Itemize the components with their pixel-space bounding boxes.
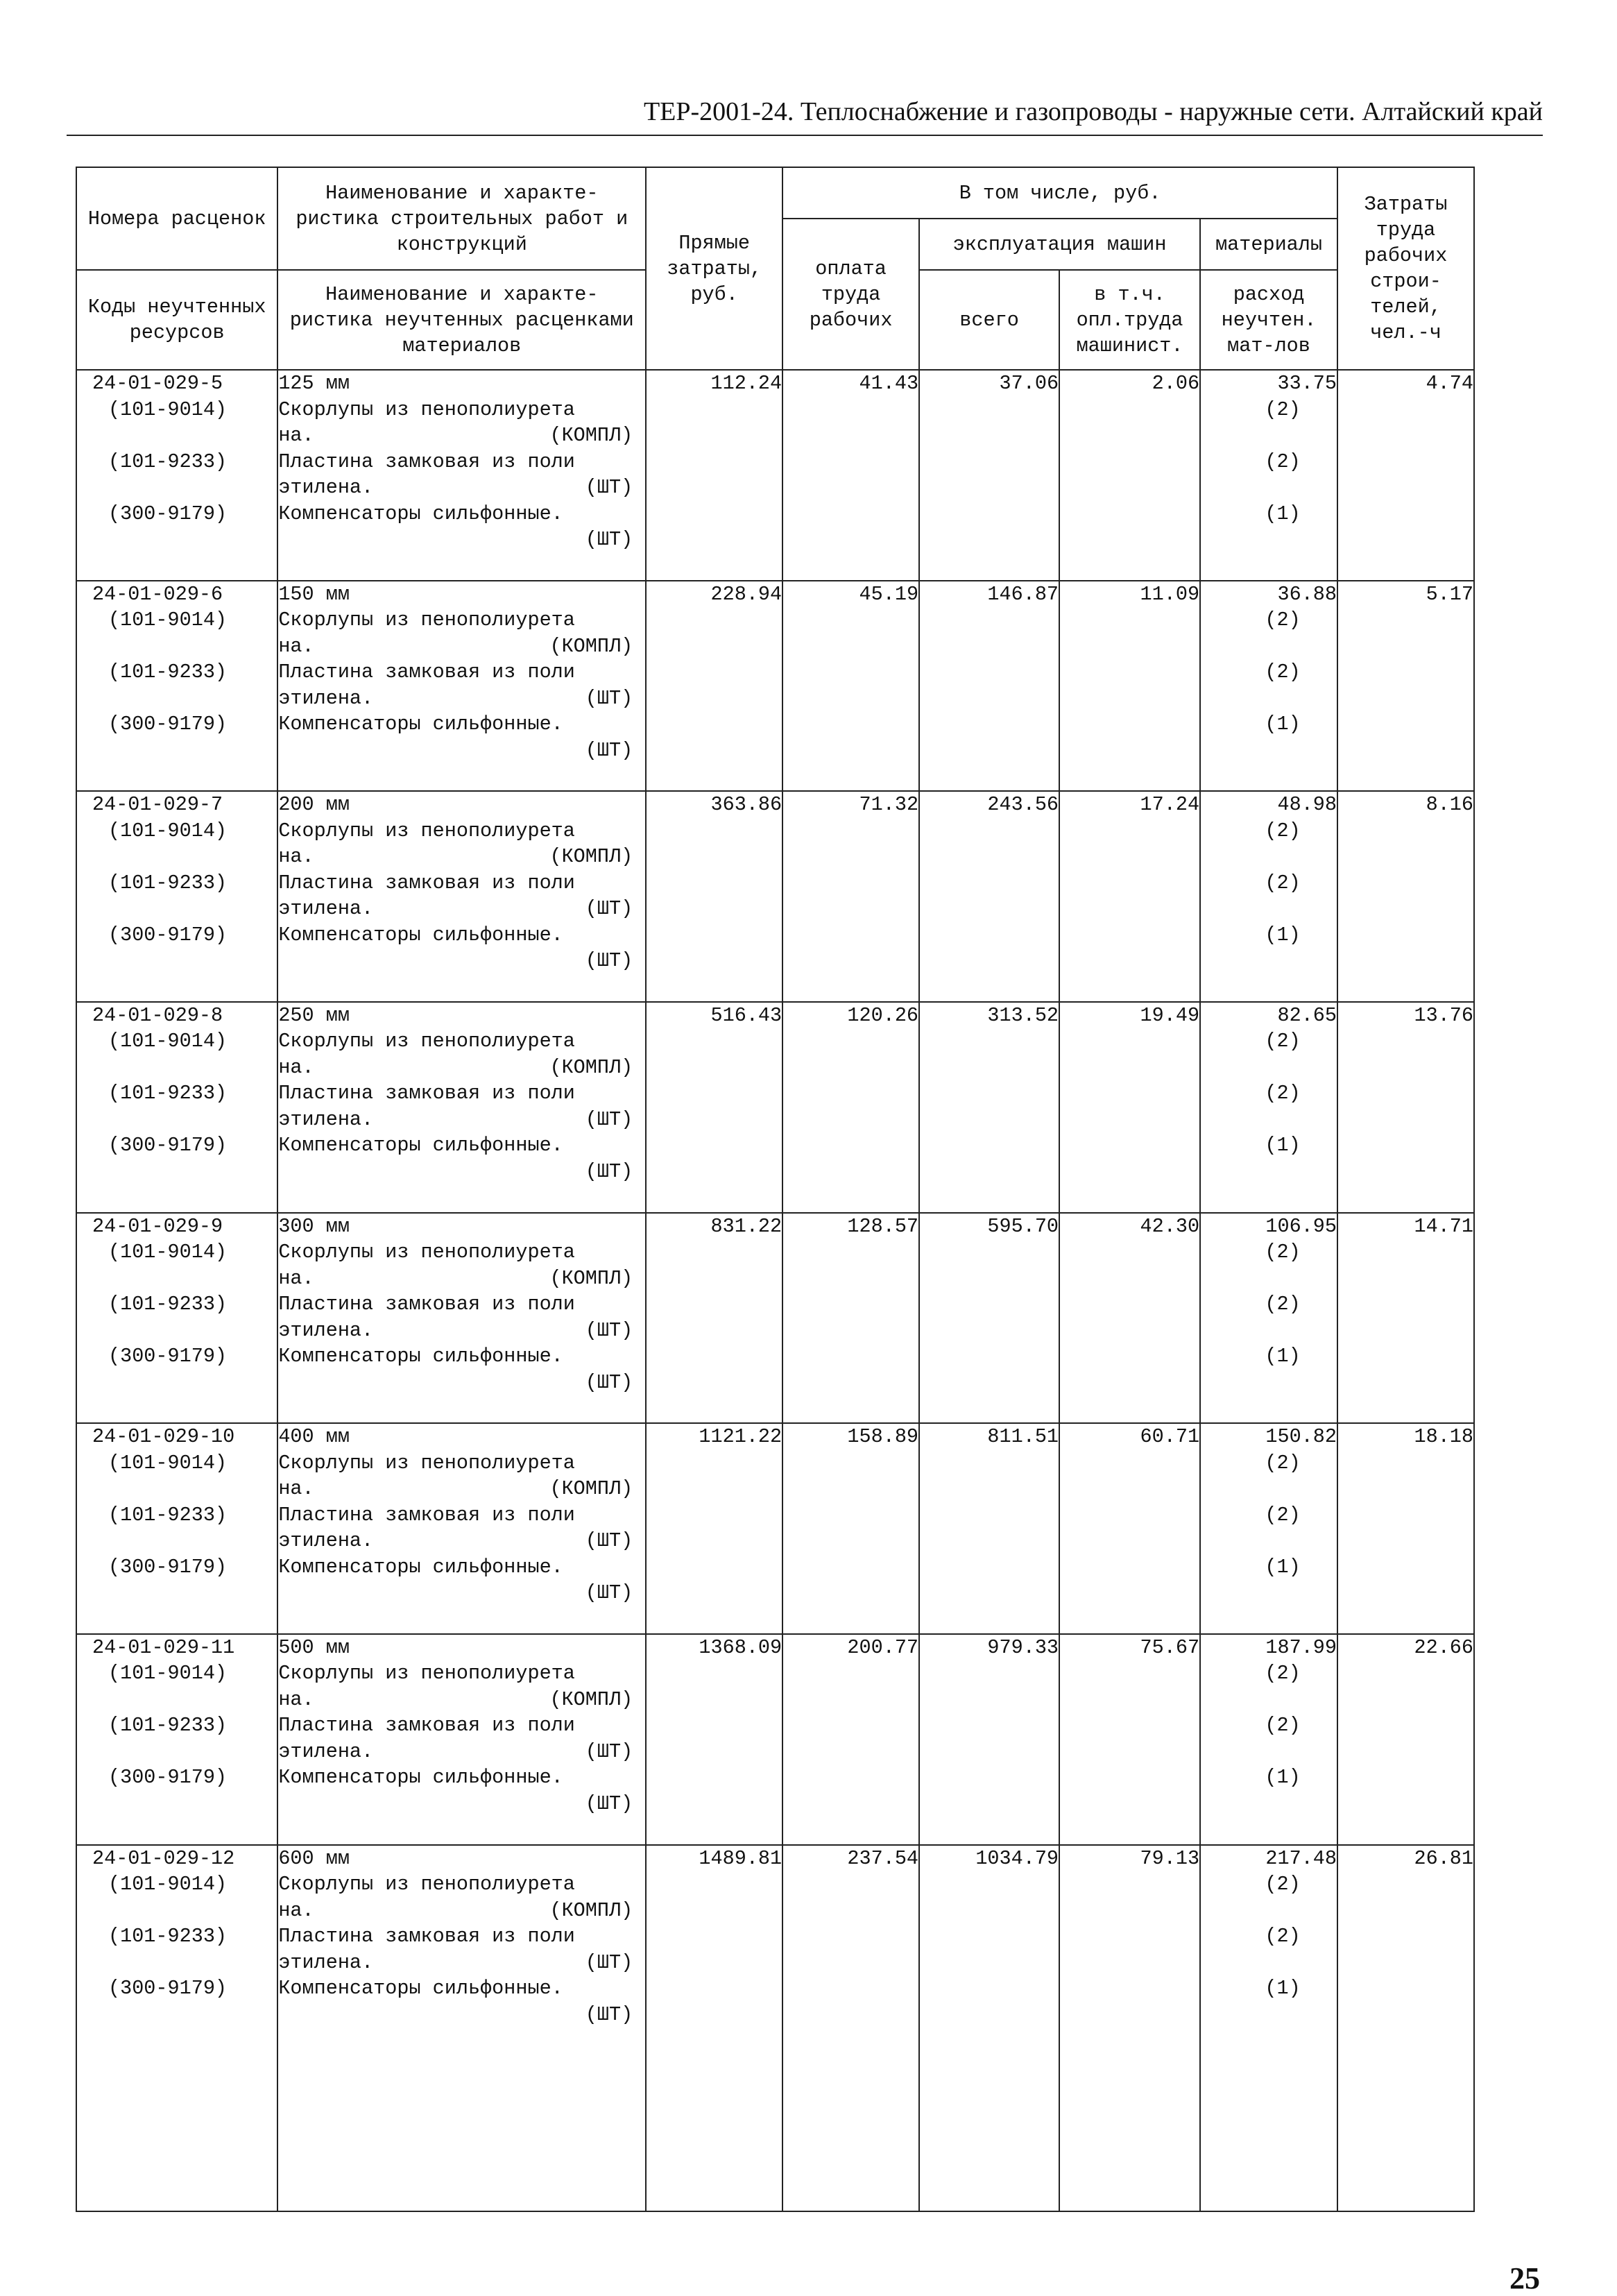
work-description-cell xyxy=(277,1213,646,1424)
resource-qty: (2) xyxy=(1265,819,1301,842)
resource-name: Скорлупы из пенополиурета xyxy=(278,1030,575,1053)
resource-qty: (1) xyxy=(1265,1977,1301,2000)
resource-name-cont: этилена. xyxy=(278,1107,374,1131)
machinist-pay-value: 19.49 xyxy=(1059,1002,1200,1213)
rates-table xyxy=(76,167,1475,2212)
resource-name-cont: на. xyxy=(278,845,314,869)
machine-total-value: 595.70 xyxy=(919,1213,1059,1424)
table-row xyxy=(76,370,1474,581)
resource-unit: (КОМПЛ) xyxy=(549,1266,633,1290)
resource-code: (101-9233) xyxy=(108,661,228,684)
resource-name: Пластина замковая из поли xyxy=(278,1082,575,1105)
resource-name-cont: этилена. xyxy=(278,1318,374,1342)
materials-cell xyxy=(1200,1002,1337,1213)
materials-value: 217.48 xyxy=(1265,1846,1337,1870)
direct-costs-value: 1489.81 xyxy=(646,1845,782,2211)
resource-unit: (ШТ) xyxy=(585,1107,633,1131)
col-materials-unaccounted: расход неучтен. мат-лов xyxy=(1200,270,1337,370)
machinist-pay-value: 79.13 xyxy=(1059,1845,1200,2211)
col-machine-operation: эксплуатация машин xyxy=(919,219,1200,270)
table-row xyxy=(76,1002,1474,1213)
resource-qty: (2) xyxy=(1265,1293,1301,1316)
resource-qty: (2) xyxy=(1265,1082,1301,1105)
rate-code: 24-01-029-5 xyxy=(92,372,223,395)
resource-unit: (КОМПЛ) xyxy=(549,634,633,658)
table-header xyxy=(76,167,1474,370)
pipe-diameter: 200 мм xyxy=(278,793,350,817)
pipe-diameter: 125 мм xyxy=(278,372,350,395)
resource-qty: (2) xyxy=(1265,1925,1301,1948)
resource-qty: (2) xyxy=(1265,450,1301,473)
resource-name: Скорлупы из пенополиурета xyxy=(278,819,575,842)
resource-qty: (2) xyxy=(1265,1662,1301,1685)
resource-name: Компенсаторы сильфонные. xyxy=(278,1766,563,1789)
worker-pay-value: 120.26 xyxy=(782,1002,919,1213)
resource-unit: (ШТ) xyxy=(585,2002,633,2026)
resource-code: (101-9014) xyxy=(108,1241,228,1264)
pipe-diameter: 600 мм xyxy=(278,1846,350,1870)
resource-name-cont: этилена. xyxy=(278,686,374,710)
resource-unit: (ШТ) xyxy=(585,1529,633,1553)
machinist-pay-value: 75.67 xyxy=(1059,1634,1200,1845)
resource-code: (101-9233) xyxy=(108,1714,228,1737)
resource-name: Пластина замковая из поли xyxy=(278,871,575,894)
resource-name-cont: на. xyxy=(278,634,314,658)
worker-pay-value: 41.43 xyxy=(782,370,919,581)
direct-costs-value: 228.94 xyxy=(646,581,782,792)
materials-value: 33.75 xyxy=(1277,372,1337,395)
rate-code: 24-01-029-10 xyxy=(92,1425,235,1449)
direct-costs-value: 112.24 xyxy=(646,370,782,581)
resource-code: (101-9014) xyxy=(108,1030,228,1053)
direct-costs-value: 516.43 xyxy=(646,1002,782,1213)
col-name-bottom: Наименование и характе- ристика неучтенных расценками материалов xyxy=(277,270,646,370)
rate-codes-cell xyxy=(76,1423,277,1634)
labor-value: 14.71 xyxy=(1337,1213,1474,1424)
resource-qty: (1) xyxy=(1265,923,1301,946)
resource-code: (101-9233) xyxy=(108,1082,228,1105)
materials-cell xyxy=(1200,1845,1337,2211)
rate-codes-cell xyxy=(76,1634,277,1845)
page-number: 25 xyxy=(1509,2261,1540,2295)
resource-name-cont: этилена. xyxy=(278,1740,374,1763)
resource-unit: (ШТ) xyxy=(585,949,633,973)
materials-cell xyxy=(1200,1213,1337,1424)
work-description-cell xyxy=(277,1634,646,1845)
document-title: ТЕР-2001-24. Теплоснабжение и газопроводы - наружные сети. Алтайский край xyxy=(643,97,1543,126)
materials-cell xyxy=(1200,1634,1337,1845)
work-description-cell xyxy=(277,1423,646,1634)
worker-pay-value: 128.57 xyxy=(782,1213,919,1424)
resource-qty: (1) xyxy=(1265,1134,1301,1157)
rate-codes-cell xyxy=(76,1845,277,2211)
resource-qty: (2) xyxy=(1265,398,1301,421)
resource-qty: (1) xyxy=(1265,1345,1301,1368)
resource-code: (101-9014) xyxy=(108,609,228,632)
rate-codes-cell xyxy=(76,1213,277,1424)
col-resource-codes: Коды неучтенных ресурсов xyxy=(76,270,277,370)
col-machine-total: всего xyxy=(919,270,1059,370)
materials-value: 187.99 xyxy=(1265,1635,1337,1659)
worker-pay-value: 71.32 xyxy=(782,791,919,1002)
labor-value: 5.17 xyxy=(1337,581,1474,792)
table-row xyxy=(76,1845,1474,2211)
machinist-pay-value: 11.09 xyxy=(1059,581,1200,792)
resource-name-cont: на. xyxy=(278,1477,314,1501)
pipe-diameter: 250 мм xyxy=(278,1003,350,1027)
machinist-pay-value: 60.71 xyxy=(1059,1423,1200,1634)
pipe-diameter: 300 мм xyxy=(278,1214,350,1238)
resource-code: (101-9233) xyxy=(108,450,228,473)
pipe-diameter: 400 мм xyxy=(278,1425,350,1449)
resource-qty: (2) xyxy=(1265,1714,1301,1737)
work-description-cell xyxy=(277,1002,646,1213)
materials-cell xyxy=(1200,791,1337,1002)
resource-name-cont: на. xyxy=(278,1687,314,1711)
resource-unit: (КОМПЛ) xyxy=(549,1055,633,1079)
resource-unit: (КОМПЛ) xyxy=(549,1687,633,1711)
col-machinist-pay: в т.ч. опл.труда машинист. xyxy=(1059,270,1200,370)
resource-qty: (2) xyxy=(1265,1030,1301,1053)
rate-code: 24-01-029-8 xyxy=(92,1003,223,1027)
resource-code: (300-9179) xyxy=(108,502,228,525)
resource-name: Компенсаторы сильфонные. xyxy=(278,1134,563,1157)
resource-code: (101-9014) xyxy=(108,1873,228,1896)
resource-code: (300-9179) xyxy=(108,1766,228,1789)
resource-unit: (ШТ) xyxy=(585,1581,633,1605)
resource-unit: (КОМПЛ) xyxy=(549,424,633,447)
resource-name-cont: на. xyxy=(278,1055,314,1079)
resource-unit: (ШТ) xyxy=(585,528,633,551)
resource-qty: (2) xyxy=(1265,1241,1301,1264)
resource-qty: (2) xyxy=(1265,1873,1301,1896)
resource-name-cont: этилена. xyxy=(278,476,374,499)
resource-name: Скорлупы из пенополиурета xyxy=(278,1662,575,1685)
resource-code: (101-9014) xyxy=(108,819,228,842)
resource-code: (300-9179) xyxy=(108,1555,228,1579)
resource-name: Компенсаторы сильфонные. xyxy=(278,713,563,736)
col-including: В том числе, руб. xyxy=(782,167,1337,219)
resource-name-cont: этилена. xyxy=(278,897,374,921)
rate-code: 24-01-029-11 xyxy=(92,1635,235,1659)
labor-value: 18.18 xyxy=(1337,1423,1474,1634)
resource-name: Скорлупы из пенополиурета xyxy=(278,398,575,421)
materials-cell xyxy=(1200,1423,1337,1634)
worker-pay-value: 237.54 xyxy=(782,1845,919,2211)
table-row xyxy=(76,581,1474,792)
materials-cell xyxy=(1200,581,1337,792)
col-rate-numbers: Номера расценок xyxy=(76,167,277,270)
resource-unit: (ШТ) xyxy=(585,686,633,710)
resource-qty: (1) xyxy=(1265,502,1301,525)
col-materials: материалы xyxy=(1200,219,1337,270)
materials-value: 106.95 xyxy=(1265,1214,1337,1238)
resource-qty: (1) xyxy=(1265,1766,1301,1789)
resource-unit: (ШТ) xyxy=(585,738,633,762)
col-name-top: Наименование и характе- ристика строительных работ и конструкций xyxy=(277,167,646,270)
resource-name: Скорлупы из пенополиурета xyxy=(278,1241,575,1264)
machine-total-value: 313.52 xyxy=(919,1002,1059,1213)
pipe-diameter: 150 мм xyxy=(278,582,350,606)
col-labor: Затраты труда рабочих строи- телей, чел.-ч xyxy=(1337,167,1474,370)
resource-name: Компенсаторы сильфонные. xyxy=(278,1345,563,1368)
materials-value: 150.82 xyxy=(1265,1425,1337,1449)
table-row xyxy=(76,1213,1474,1424)
resource-code: (101-9014) xyxy=(108,1451,228,1474)
resource-code: (101-9233) xyxy=(108,1503,228,1527)
resource-code: (300-9179) xyxy=(108,1134,228,1157)
resource-unit: (КОМПЛ) xyxy=(549,845,633,869)
work-description-cell xyxy=(277,370,646,581)
resource-unit: (ШТ) xyxy=(585,1792,633,1815)
resource-unit: (КОМПЛ) xyxy=(549,1477,633,1501)
labor-value: 26.81 xyxy=(1337,1845,1474,2211)
labor-value: 4.74 xyxy=(1337,370,1474,581)
rate-codes-cell xyxy=(76,581,277,792)
resource-unit: (ШТ) xyxy=(585,476,633,499)
resource-code: (101-9233) xyxy=(108,1293,228,1316)
resource-name-cont: этилена. xyxy=(278,1950,374,1974)
resource-qty: (1) xyxy=(1265,1555,1301,1579)
resource-qty: (1) xyxy=(1265,713,1301,736)
resource-code: (101-9014) xyxy=(108,1662,228,1685)
direct-costs-value: 1368.09 xyxy=(646,1634,782,1845)
rate-code: 24-01-029-12 xyxy=(92,1846,235,1870)
resource-name: Скорлупы из пенополиурета xyxy=(278,1451,575,1474)
col-direct-costs: Прямые затраты, руб. xyxy=(646,167,782,370)
rate-code: 24-01-029-6 xyxy=(92,582,223,606)
labor-value: 8.16 xyxy=(1337,791,1474,1002)
resource-unit: (ШТ) xyxy=(585,1950,633,1974)
resource-name: Пластина замковая из поли xyxy=(278,1714,575,1737)
worker-pay-value: 200.77 xyxy=(782,1634,919,1845)
worker-pay-value: 158.89 xyxy=(782,1423,919,1634)
rate-codes-cell xyxy=(76,791,277,1002)
machine-total-value: 243.56 xyxy=(919,791,1059,1002)
resource-name: Скорлупы из пенополиурета xyxy=(278,1873,575,1896)
machine-total-value: 979.33 xyxy=(919,1634,1059,1845)
resource-name: Скорлупы из пенополиурета xyxy=(278,609,575,632)
resource-name-cont: на. xyxy=(278,424,314,447)
table-row xyxy=(76,1634,1474,1845)
resource-unit: (ШТ) xyxy=(585,1740,633,1763)
col-worker-pay: оплата труда рабочих xyxy=(782,219,919,370)
resource-name: Компенсаторы сильфонные. xyxy=(278,1555,563,1579)
materials-cell xyxy=(1200,370,1337,581)
resource-name: Пластина замковая из поли xyxy=(278,1503,575,1527)
rate-codes-cell xyxy=(76,370,277,581)
resource-name: Пластина замковая из поли xyxy=(278,1293,575,1316)
resource-code: (300-9179) xyxy=(108,1977,228,2000)
machinist-pay-value: 42.30 xyxy=(1059,1213,1200,1424)
table-body xyxy=(76,370,1474,2211)
resource-code: (101-9233) xyxy=(108,871,228,894)
resource-unit: (ШТ) xyxy=(585,1370,633,1394)
materials-value: 36.88 xyxy=(1277,582,1337,606)
resource-qty: (2) xyxy=(1265,609,1301,632)
resource-qty: (2) xyxy=(1265,1503,1301,1527)
resource-name: Компенсаторы сильфонные. xyxy=(278,1977,563,2000)
resource-name: Пластина замковая из поли xyxy=(278,1925,575,1948)
resource-code: (101-9233) xyxy=(108,1925,228,1948)
resource-code: (300-9179) xyxy=(108,713,228,736)
machine-total-value: 37.06 xyxy=(919,370,1059,581)
direct-costs-value: 1121.22 xyxy=(646,1423,782,1634)
resource-name-cont: этилена. xyxy=(278,1529,374,1553)
resource-unit: (ШТ) xyxy=(585,1318,633,1342)
machine-total-value: 811.51 xyxy=(919,1423,1059,1634)
worker-pay-value: 45.19 xyxy=(782,581,919,792)
resource-name: Пластина замковая из поли xyxy=(278,661,575,684)
resource-unit: (ШТ) xyxy=(585,1159,633,1183)
pipe-diameter: 500 мм xyxy=(278,1635,350,1659)
resource-name: Компенсаторы сильфонные. xyxy=(278,923,563,946)
resource-name-cont: на. xyxy=(278,1266,314,1290)
direct-costs-value: 831.22 xyxy=(646,1213,782,1424)
direct-costs-value: 363.86 xyxy=(646,791,782,1002)
resource-qty: (2) xyxy=(1265,1451,1301,1474)
resource-name-cont: на. xyxy=(278,1898,314,1922)
rate-code: 24-01-029-9 xyxy=(92,1214,223,1238)
table-row xyxy=(76,791,1474,1002)
resource-code: (300-9179) xyxy=(108,1345,228,1368)
materials-value: 82.65 xyxy=(1277,1003,1337,1027)
work-description-cell xyxy=(277,581,646,792)
materials-value: 48.98 xyxy=(1277,793,1337,817)
resource-unit: (ШТ) xyxy=(585,897,633,921)
page-header xyxy=(67,94,1543,136)
resource-name: Компенсаторы сильфонные. xyxy=(278,502,563,525)
labor-value: 13.76 xyxy=(1337,1002,1474,1213)
machine-total-value: 1034.79 xyxy=(919,1845,1059,2211)
rate-code: 24-01-029-7 xyxy=(92,793,223,817)
resource-code: (300-9179) xyxy=(108,923,228,946)
machine-total-value: 146.87 xyxy=(919,581,1059,792)
rate-codes-cell xyxy=(76,1002,277,1213)
resource-qty: (2) xyxy=(1265,871,1301,894)
resource-code: (101-9014) xyxy=(108,398,228,421)
work-description-cell xyxy=(277,791,646,1002)
resource-name: Пластина замковая из поли xyxy=(278,450,575,473)
table-row xyxy=(76,1423,1474,1634)
machinist-pay-value: 2.06 xyxy=(1059,370,1200,581)
labor-value: 22.66 xyxy=(1337,1634,1474,1845)
resource-qty: (2) xyxy=(1265,661,1301,684)
work-description-cell xyxy=(277,1845,646,2211)
machinist-pay-value: 17.24 xyxy=(1059,791,1200,1002)
resource-unit: (КОМПЛ) xyxy=(549,1898,633,1922)
